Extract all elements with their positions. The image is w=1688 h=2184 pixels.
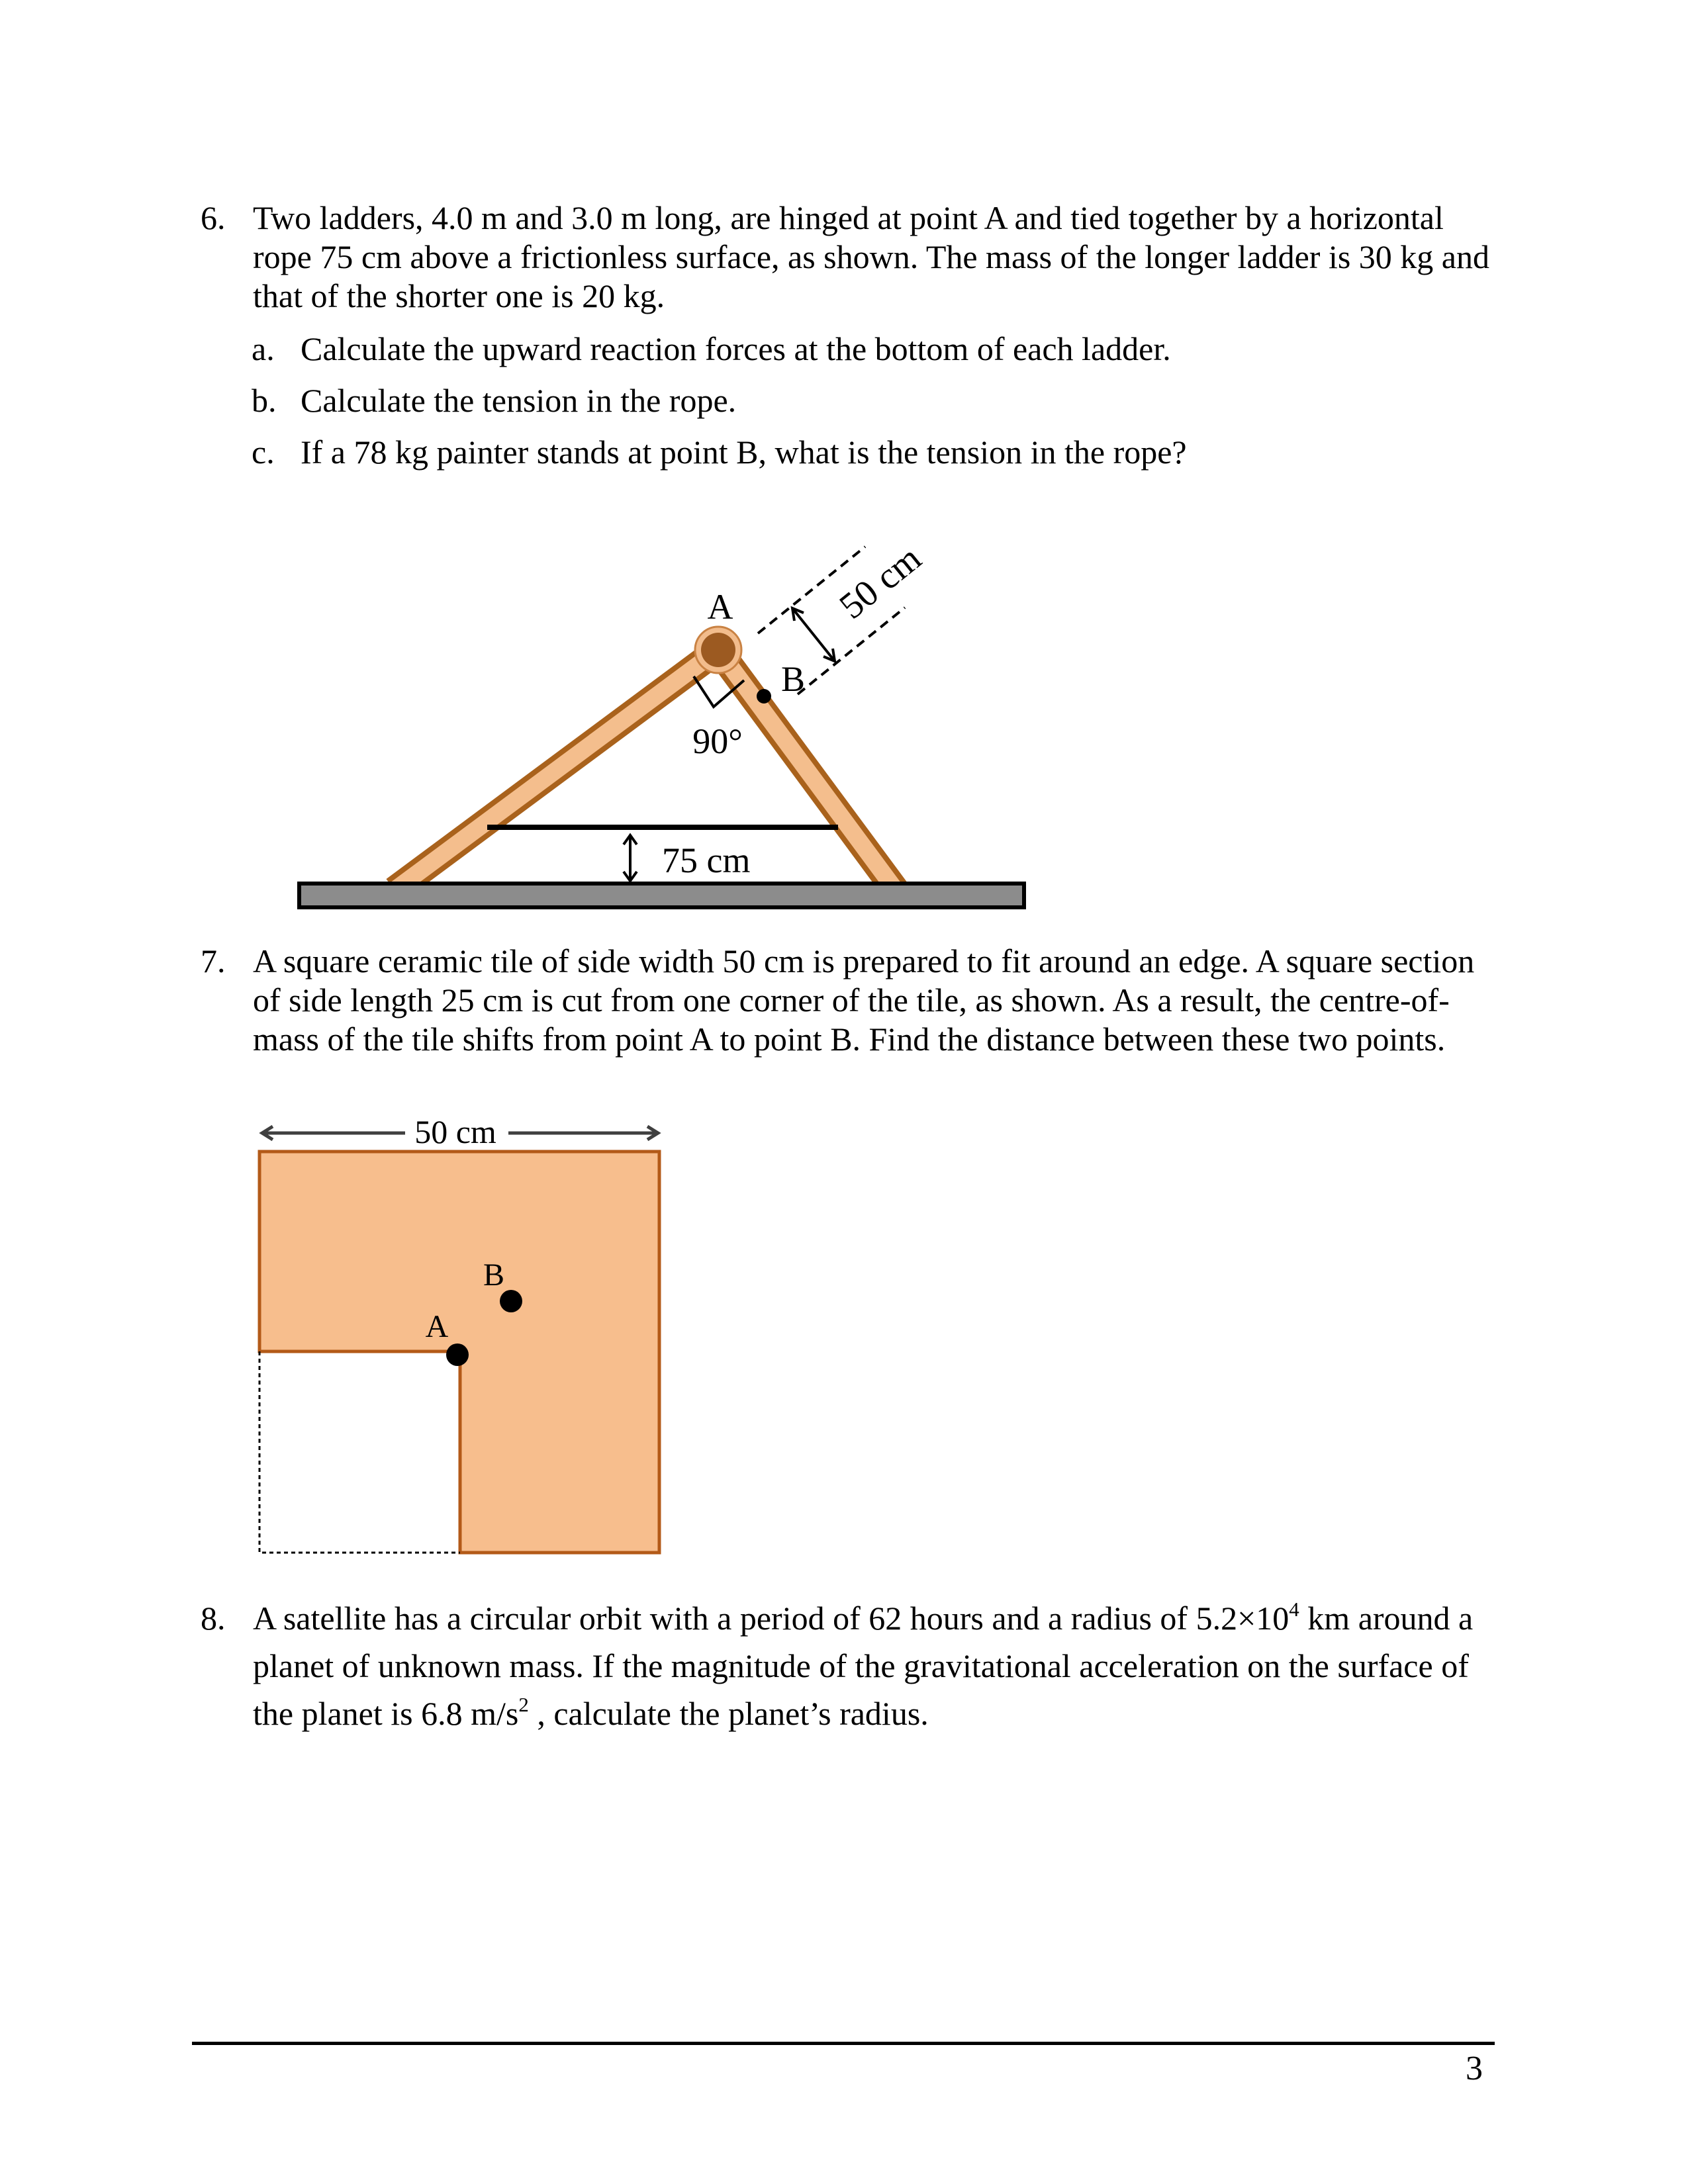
dim-arrow-50cm — [792, 608, 835, 661]
problem-6-item-c — [0, 433, 1688, 472]
problem-line: Two ladders, 4.0 m and 3.0 m long, are hinged at point A and tied together by a horizontal — [253, 199, 1444, 236]
problem-text — [253, 199, 1489, 316]
problem-line: of side length 25 cm is cut from one corner of the tile, as shown. As a result, the centre-of- — [253, 981, 1450, 1019]
problem-line: A square ceramic tile of side width 50 cm is prepared to fit around an edge. A square section — [253, 942, 1475, 979]
dashed-extension-line-b — [798, 608, 905, 694]
point-a-dot — [446, 1343, 469, 1366]
label-50cm-width: 50 cm — [414, 1113, 496, 1150]
problem-text — [253, 1594, 1473, 1737]
label-point-a: A — [425, 1309, 449, 1344]
point-b-dot — [500, 1290, 522, 1312]
label-point-a: A — [707, 587, 733, 627]
problem-number: 6. — [201, 199, 226, 236]
label-point-b: B — [483, 1257, 505, 1293]
angle-90-label: 90° — [692, 721, 743, 761]
width-dim-arrow-left — [262, 1126, 405, 1140]
tile-figure — [238, 1099, 688, 1575]
footer-rule — [192, 2042, 1495, 2045]
problem-line: planet of unknown mass. If the magnitude of the gravitational acceleration on the surface of — [253, 1647, 1469, 1684]
page-number: 3 — [1466, 2050, 1483, 2087]
problem-number: 8. — [201, 1600, 226, 1637]
cut-outline-dashed — [259, 1351, 460, 1553]
problem-line: mass of the tile shifts from point A to point B. Find the distance between these two points. — [253, 1021, 1446, 1058]
label-75cm: 75 cm — [662, 841, 751, 880]
problem-number: 7. — [201, 942, 226, 979]
label-50cm: 50 cm — [831, 537, 929, 627]
problem-line: rope 75 cm above a frictionless surface, as shown. The mass of the longer ladder is 30 kg and — [253, 238, 1489, 275]
width-dim-arrow-right — [508, 1126, 658, 1140]
subitem-label: b. — [252, 382, 277, 419]
subitem-label: a. — [252, 330, 275, 367]
problem-6-item-a — [0, 330, 1688, 369]
subitem-text: Calculate the tension in the rope. — [301, 382, 737, 419]
ladder-figure — [291, 529, 1072, 927]
subitem-label: c. — [252, 433, 275, 471]
hinge — [695, 627, 741, 673]
subitem-text: Calculate the upward reaction forces at the bottom of each ladder. — [301, 330, 1171, 367]
label-point-b: B — [780, 659, 806, 699]
ground — [299, 884, 1024, 907]
subitem-text: If a 78 kg painter stands at point B, what is the tension in the rope? — [301, 433, 1187, 471]
problem-line: the planet is 6.8 $m/s^2$ , calculate the planet’s radius. — [253, 1693, 929, 1732]
problem-line: A satellite has a circular orbit with a period of 62 hours and a radius of $5.2\times 10^4$ km around a — [253, 1598, 1474, 1637]
problem-text — [253, 942, 1474, 1059]
dim-arrow-75cm — [624, 835, 637, 881]
problem-6-item-b — [0, 381, 1688, 420]
problem-line: that of the shorter one is 20 kg. — [253, 277, 665, 314]
point-b-dot — [757, 689, 771, 704]
